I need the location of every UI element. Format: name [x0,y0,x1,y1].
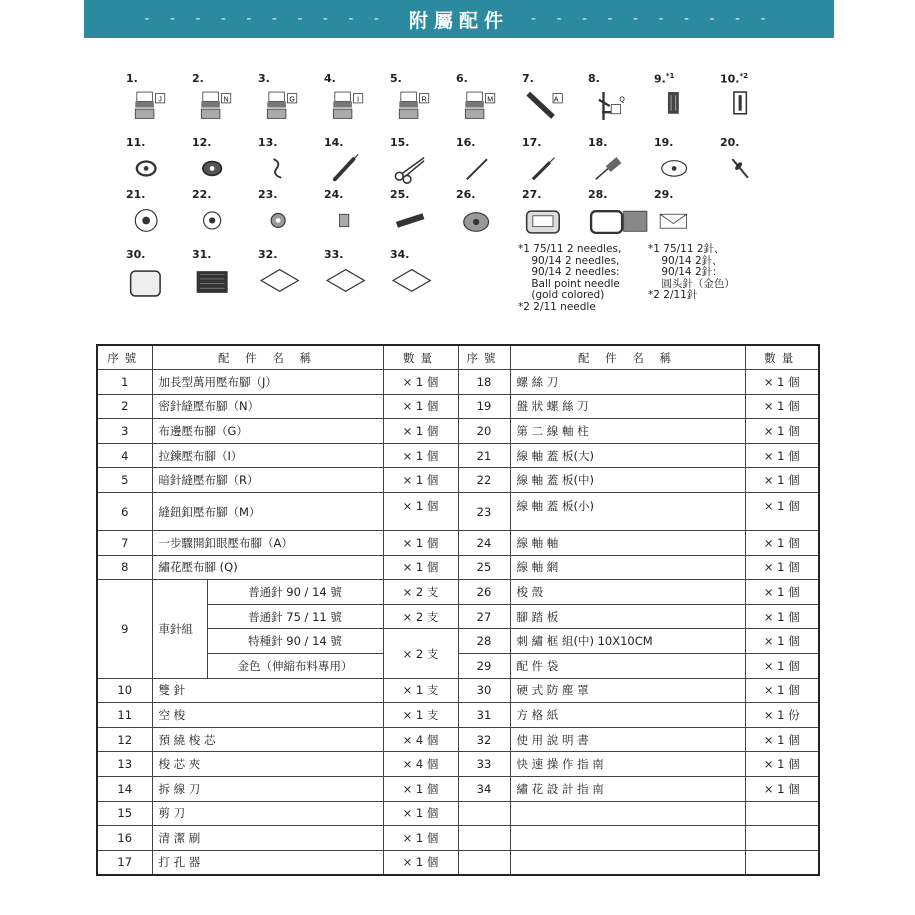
part-item [390,136,452,192]
part-item [192,136,254,192]
needle-sub-name: 特種針 90 / 14 號 [207,629,383,654]
part-number: 22. [192,188,212,201]
row-quantity: × 2 支 [383,604,458,629]
row-item-name: 快 速 操 作 指 南 [510,752,745,777]
grid-sheet-icon [192,260,254,304]
part-item [456,136,518,192]
row-item-name: 使 用 說 明 書 [510,727,745,752]
foot-letter: I [357,96,360,104]
part-item [390,188,452,244]
empty-cell [745,826,819,851]
part-item [390,72,452,128]
row-number: 20 [458,419,510,444]
presser-foot-icon [456,84,518,128]
row-item-name: 清 潔 刷 [152,826,383,851]
row-quantity: × 2 支 [383,629,458,678]
row-quantity: × 1 個 [745,419,819,444]
part-number: 21. [126,188,146,201]
presser-foot-icon [126,84,188,128]
row-item-name: 打 孔 器 [152,850,383,875]
part-item [126,188,188,244]
row-item-name: 一步驟開釦眼壓布腳（A） [152,531,383,556]
part-item [126,248,188,304]
row-number: 34 [458,777,510,802]
row-item-name: 腳 踏 板 [510,604,745,629]
row-item-name: 加長型萬用壓布腳（J） [152,370,383,395]
row-quantity: × 1 個 [383,777,458,802]
table-row [97,493,819,531]
row-number: 4 [97,443,152,468]
part-item [258,136,320,192]
row-quantity: × 1 個 [745,443,819,468]
row-quantity: × 1 個 [745,752,819,777]
part-number: 18. [588,136,608,149]
part-number: 23. [258,188,278,201]
header-no: 序號 [97,345,152,370]
part-number: 31. [192,248,212,261]
table-row [97,850,819,875]
needle-pack-icon [654,84,716,128]
row-quantity: × 1 個 [745,468,819,493]
buttonhole-foot-icon [522,84,584,128]
table-row [97,777,819,802]
presser-foot-icon [192,84,254,128]
banner-dashes-right: - - - - - - - - - - [531,11,774,27]
row-number: 1 [97,370,152,395]
empty-cell [510,850,745,875]
row-item-name: 配 件 袋 [510,654,745,679]
row-item-name: 螺 絲 刀 [510,370,745,395]
row-quantity: × 1 個 [383,531,458,556]
part-number: 3. [258,72,270,85]
part-item [192,72,254,128]
table-row [97,419,819,444]
part-number: 24. [324,188,344,201]
table-row [97,801,819,826]
row-quantity: × 1 個 [383,801,458,826]
row-item-name: 梭 殼 [510,580,745,605]
part-item [258,188,320,244]
row-number: 8 [97,555,152,580]
row-quantity: × 1 個 [383,493,458,531]
row-item-name: 方 格 紙 [510,703,745,728]
table-row [97,443,819,468]
row-quantity: × 1 個 [745,629,819,654]
part-item [588,136,650,192]
screwdriver-icon [588,148,650,192]
row-quantity: × 1 個 [745,678,819,703]
header-name: 配 件 名 稱 [510,345,745,370]
row-quantity: × 1 個 [383,826,458,851]
part-number: 10.$^{*2}$ [720,72,749,86]
row-item-name: 梭 芯 夾 [152,752,383,777]
spool-cap-medium-icon [192,200,254,244]
part-number: 16. [456,136,476,149]
row-number: 15 [97,801,152,826]
row-quantity: × 1 支 [383,678,458,703]
table-row [97,826,819,851]
part-item [654,72,716,128]
row-quantity: × 1 個 [745,370,819,395]
row-number: 31 [458,703,510,728]
row-number: 19 [458,394,510,419]
needle-note-english: *1 75/11 2 needles, 90/14 2 needles, 90/14 2 needles: Ball point needle (gold colored) *2 2/11 needle [518,243,622,313]
row-quantity: × 1 份 [745,703,819,728]
row-number: 24 [458,531,510,556]
needle-sub-name: 金色（伸縮布料專用） [207,654,383,679]
part-number: 9.$^{*1}$ [654,72,675,86]
part-footnote-mark: *1 [665,72,675,80]
spool-axis-icon [324,200,386,244]
part-number: 32. [258,248,278,261]
row-quantity: × 1 個 [745,654,819,679]
row-item-name: 暗針縫壓布腳（R） [152,468,383,493]
row-quantity: × 1 個 [383,850,458,875]
row-item-name: 線 軸 網 [510,555,745,580]
row-number: 27 [458,604,510,629]
empty-cell [510,826,745,851]
header-name: 配 件 名 稱 [152,345,383,370]
part-number: 13. [258,136,278,149]
table-row [97,678,819,703]
needle-sub-name: 普通針 75 / 11 號 [207,604,383,629]
part-number: 11. [126,136,146,149]
part-number: 25. [390,188,410,201]
part-item [456,72,518,128]
bobbin-clip-icon [258,148,320,192]
row-number: 10 [97,678,152,703]
table-row [97,752,819,777]
row-quantity: × 1 個 [383,419,458,444]
row-item-name: 盤 狀 螺 絲 刀 [510,394,745,419]
accessory-bag-icon [654,200,716,244]
design-guide-icon [390,260,452,304]
row-quantity: × 1 個 [745,604,819,629]
bobbin-wound-icon [192,148,254,192]
row-number: 21 [458,443,510,468]
row-number: 22 [458,468,510,493]
table-row [97,394,819,419]
row-number: 23 [458,493,510,531]
row-number: 13 [97,752,152,777]
part-item [456,188,518,244]
part-number: 6. [456,72,468,85]
part-number: 1. [126,72,138,85]
row-number: 26 [458,580,510,605]
table-row [97,555,819,580]
foot-letter: M [487,96,494,104]
needle-note-chinese: *1 75/11 2針、 90/14 2針、 90/14 2針： 圓头針（金色） *2 2/11針 [648,243,735,301]
row-quantity: × 4 個 [383,727,458,752]
empty-cell [745,850,819,875]
presser-foot-icon [258,84,320,128]
row-number: 11 [97,703,152,728]
row-item-name: 線 軸 蓋 板(中) [510,468,745,493]
foot-letter: G [289,96,295,104]
row-quantity: × 1 個 [383,443,458,468]
row-number: 29 [458,654,510,679]
part-number: 2. [192,72,204,85]
row-item-name: 線 軸 軸 [510,531,745,556]
row-number: 9 [97,580,152,678]
manual-icon [258,260,320,304]
part-number: 33. [324,248,344,261]
row-item-name: 拆 線 刀 [152,777,383,802]
accessory-parts-figure [100,60,840,330]
twin-needle-icon [720,84,782,128]
row-number: 25 [458,555,510,580]
row-item-name: 刺 繡 框 組(中) 10X10CM [510,629,745,654]
row-item-name: 密針縫壓布腳（N） [152,394,383,419]
row-item-name: 線 軸 蓋 板(大) [510,443,745,468]
foot-letter: Q [619,96,625,104]
foot-letter: J [158,96,162,104]
row-number: 2 [97,394,152,419]
spool-cap-small-icon [258,200,320,244]
bobbin-icon [126,148,188,192]
part-number: 28. [588,188,608,201]
row-number: 3 [97,419,152,444]
part-item [324,72,386,128]
row-quantity: × 1 個 [383,394,458,419]
part-number: 27. [522,188,542,201]
part-number: 29. [654,188,674,201]
row-item-name: 雙 針 [152,678,383,703]
empty-cell [458,826,510,851]
part-item [258,72,320,128]
row-quantity: × 1 個 [745,555,819,580]
embroidery-frame-icon [588,200,650,244]
row-quantity: × 1 個 [745,727,819,752]
table-row [97,370,819,395]
part-item [126,136,188,192]
empty-cell [458,850,510,875]
section-banner [84,0,834,38]
empty-cell [458,801,510,826]
row-item-name: 繡 花 設 計 指 南 [510,777,745,802]
row-quantity: × 2 支 [383,580,458,605]
row-number: 18 [458,370,510,395]
header-qty: 數量 [383,345,458,370]
row-number: 5 [97,468,152,493]
part-item [654,188,716,244]
row-item-name: 線 軸 蓋 板(小) [510,493,745,531]
scissors-icon [390,148,452,192]
row-number: 28 [458,629,510,654]
part-footnote-mark: *2 [739,72,749,80]
part-item [522,72,584,128]
seam-ripper-icon [324,148,386,192]
part-item [654,136,716,192]
disc-screwdriver-icon [654,148,716,192]
quick-guide-icon [324,260,386,304]
part-number: 14. [324,136,344,149]
bobbin-case-icon [456,200,518,244]
part-number: 8. [588,72,600,85]
part-item [588,72,650,128]
part-item [324,188,386,244]
part-item [192,188,254,244]
row-quantity: × 1 個 [383,468,458,493]
part-number: 12. [192,136,212,149]
row-item-name: 繡花壓布腳 (Q) [152,555,383,580]
part-number: 34. [390,248,410,261]
header-qty: 數量 [745,345,819,370]
part-number: 26. [456,188,476,201]
row-item-name: 剪 刀 [152,801,383,826]
accessory-table [96,344,820,876]
row-number: 6 [97,493,152,531]
table-row [97,468,819,493]
row-item-name: 拉鍊壓布腳（I） [152,443,383,468]
empty-cell [510,801,745,826]
part-item [720,72,782,128]
presser-foot-icon [390,84,452,128]
empty-cell [745,801,819,826]
foot-letter: R [421,96,427,104]
banner-dashes-left: - - - - - - - - - - [144,11,387,27]
row-item-name: 硬 式 防 塵 罩 [510,678,745,703]
row-item-name: 布邊壓布腳（G） [152,419,383,444]
part-item [720,136,782,192]
cleaning-brush-icon [456,148,518,192]
part-item [324,248,386,304]
table-row [97,703,819,728]
row-quantity: × 1 個 [745,394,819,419]
table-row [97,531,819,556]
row-quantity: × 1 個 [383,555,458,580]
row-quantity: × 1 個 [745,493,819,531]
spool-pin-icon [720,148,782,192]
part-number: 15. [390,136,410,149]
row-number: 17 [97,850,152,875]
row-quantity: × 1 個 [383,370,458,395]
row-number: 12 [97,727,152,752]
part-number: 19. [654,136,674,149]
row-item-name: 空 梭 [152,703,383,728]
part-number: 5. [390,72,402,85]
header-no: 序號 [458,345,510,370]
part-number: 17. [522,136,542,149]
part-number: 4. [324,72,336,85]
part-number: 30. [126,248,146,261]
presser-foot-icon [324,84,386,128]
row-number: 7 [97,531,152,556]
part-number: 20. [720,136,740,149]
row-number: 30 [458,678,510,703]
part-item [324,136,386,192]
eyelet-punch-icon [522,148,584,192]
row-number: 14 [97,777,152,802]
dust-cover-icon [126,260,188,304]
embroidery-foot-icon [588,84,650,128]
row-number: 16 [97,826,152,851]
part-item [522,136,584,192]
table-row [97,580,819,605]
needle-sub-name: 普通針 90 / 14 號 [207,580,383,605]
row-item-name: 縫鈕釦壓布腳（M） [152,493,383,531]
row-quantity: × 1 個 [745,777,819,802]
foot-letter: A [553,96,559,104]
row-item-name: 預 繞 梭 芯 [152,727,383,752]
row-item-name: 第 二 線 軸 柱 [510,419,745,444]
table-header-row [97,345,819,370]
spool-net-icon [390,200,452,244]
part-item [126,72,188,128]
part-item [258,248,320,304]
needle-set-label: 車針組 [152,580,207,678]
foot-controller-icon [522,200,584,244]
section-title: 附屬配件 [408,9,509,32]
row-quantity: × 4 個 [383,752,458,777]
row-number: 33 [458,752,510,777]
part-item [390,248,452,304]
table-row [97,727,819,752]
row-quantity: × 1 支 [383,703,458,728]
spool-cap-large-icon [126,200,188,244]
row-quantity: × 1 個 [745,531,819,556]
foot-letter: N [223,96,229,104]
part-item [192,248,254,304]
part-number: 7. [522,72,534,85]
row-quantity: × 1 個 [745,580,819,605]
row-number: 32 [458,727,510,752]
